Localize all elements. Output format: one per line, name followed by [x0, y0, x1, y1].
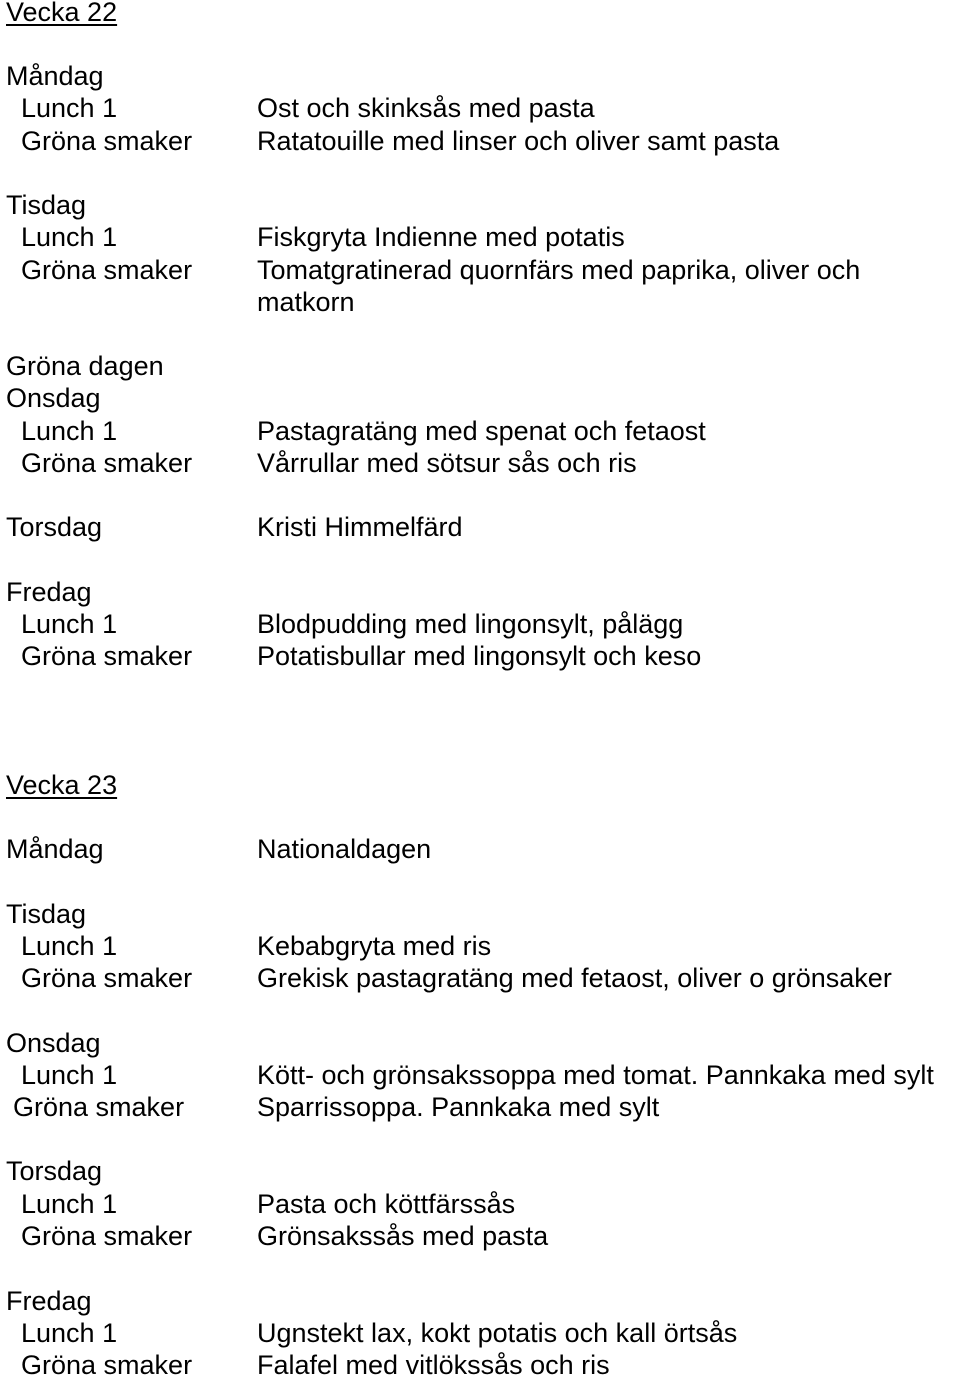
w23-wednesday-lunch-dish: Kött- och grönsakssoppa med tomat. Pannkaka med sylt: [257, 1060, 934, 1090]
w23-wednesday-day: Onsdag: [6, 1028, 101, 1058]
w22-tuesday-lunch-dish: Fiskgryta Indienne med potatis: [257, 222, 625, 252]
w23-tuesday-day: Tisdag: [6, 899, 87, 929]
w22-tuesday-green-dish-line2: matkorn: [257, 287, 355, 317]
w23-wednesday-green-dish: Sparrissoppa. Pannkaka med sylt: [257, 1092, 660, 1122]
w23-tuesday-lunch-dish: Kebabgryta med ris: [257, 931, 492, 961]
w22-monday-lunch-label: Lunch 1: [21, 93, 118, 123]
w22-tuesday-day: Tisdag: [6, 190, 87, 220]
w23-wednesday-green-label: Gröna smaker: [13, 1092, 185, 1122]
w23-friday-lunch-dish: Ugnstekt lax, kokt potatis och kall örtsås: [257, 1318, 738, 1348]
w23-tuesday-lunch-label: Lunch 1: [21, 931, 118, 961]
w22-tuesday-green-label: Gröna smaker: [21, 255, 193, 285]
w23-monday-holiday: Nationaldagen: [257, 834, 432, 864]
w22-thursday-day: Torsdag: [6, 512, 103, 542]
w23-thursday-day: Torsdag: [6, 1156, 103, 1186]
w23-friday-green-label: Gröna smaker: [21, 1350, 193, 1380]
week-23-title: Vecka 23: [6, 770, 118, 800]
w22-wednesday-day: Onsdag: [6, 383, 101, 413]
w23-monday-day: Måndag: [6, 834, 104, 864]
w22-wednesday-note: Gröna dagen: [6, 351, 164, 381]
w22-wednesday-lunch-label: Lunch 1: [21, 416, 118, 446]
w22-thursday-holiday: Kristi Himmelfärd: [257, 512, 463, 542]
w22-wednesday-green-label: Gröna smaker: [21, 448, 193, 478]
w22-friday-green-dish: Potatisbullar med lingonsylt och keso: [257, 641, 702, 671]
w23-thursday-green-label: Gröna smaker: [21, 1221, 193, 1251]
w22-wednesday-lunch-dish: Pastagratäng med spenat och fetaost: [257, 416, 706, 446]
w22-monday-lunch-dish: Ost och skinksås med pasta: [257, 93, 595, 123]
w22-monday-day: Måndag: [6, 61, 104, 91]
w23-thursday-lunch-dish: Pasta och köttfärssås: [257, 1189, 516, 1219]
w22-friday-lunch-dish: Blodpudding med lingonsylt, pålägg: [257, 609, 684, 639]
w22-wednesday-green-dish: Vårrullar med sötsur sås och ris: [257, 448, 637, 478]
w22-tuesday-lunch-label: Lunch 1: [21, 222, 118, 252]
w22-friday-lunch-label: Lunch 1: [21, 609, 118, 639]
week-22-title: Vecka 22: [6, 0, 118, 27]
w22-friday-day: Fredag: [6, 577, 92, 607]
w23-wednesday-lunch-label: Lunch 1: [21, 1060, 118, 1090]
w22-monday-green-dish: Ratatouille med linser och oliver samt pasta: [257, 126, 780, 156]
w23-friday-lunch-label: Lunch 1: [21, 1318, 118, 1348]
w23-thursday-lunch-label: Lunch 1: [21, 1189, 118, 1219]
w23-thursday-green-dish: Grönsakssås med pasta: [257, 1221, 549, 1251]
w23-friday-green-dish: Falafel med vitlökssås och ris: [257, 1350, 610, 1380]
w23-tuesday-green-label: Gröna smaker: [21, 963, 193, 993]
w23-tuesday-green-dish: Grekisk pastagratäng med fetaost, oliver o grönsaker: [257, 963, 892, 993]
w22-tuesday-green-dish-line1: Tomatgratinerad quornfärs med paprika, oliver och: [257, 255, 861, 285]
w22-friday-green-label: Gröna smaker: [21, 641, 193, 671]
w23-friday-day: Fredag: [6, 1286, 92, 1316]
w22-monday-green-label: Gröna smaker: [21, 126, 193, 156]
